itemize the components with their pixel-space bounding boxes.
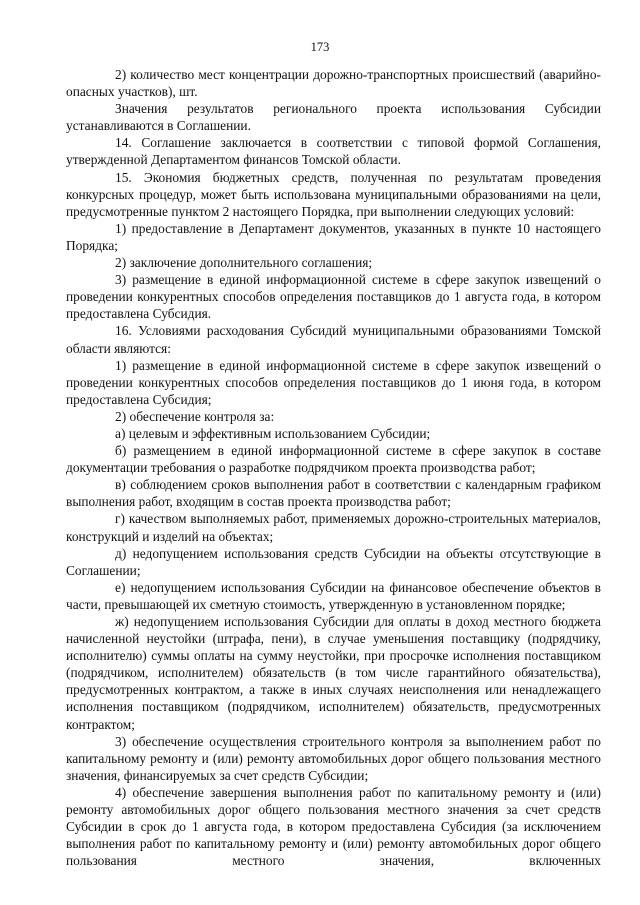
paragraph: 2) заключение дополнительного соглашения;: [115, 255, 373, 271]
page-number: 173: [310, 40, 330, 54]
paragraph: 1) предоставление в Департамент документов, указанных в пункте 10 настоящего Порядка;: [66, 220, 601, 253]
paragraph: 15. Экономия бюджетных средств, полученная по результатам проведения конкурсных процедур, может быть использована муниципальными образованиями на цели, предусмотренные пунктом 2 настоящего Порядка, при выполнении следующих условий:: [66, 169, 601, 219]
paragraph: 1) размещение в единой информационной системе в сфере закупок извещений о проведении конкурентных способов определения поставщиков до 1 июня года, в котором предоставлена Субсидия;: [66, 357, 601, 407]
paragraph: в) соблюдением сроков выполнения работ в соответствии с календарным графиком выполнения работ, входящим в состав проекта производства работ;: [66, 477, 601, 510]
document-body: [66, 66, 601, 869]
paragraph-continued: 4) обеспечение завершения выполнения работ по капитальному ремонту и (или) ремонту автомобильных дорог общего пользования местного значения за счет средств Субсидии в срок до 1 августа года, в котором предоставлена Субсидия (за исключением выполнения работ по капитальному ремонту и (или) ремонту автомобильных дорог общего пользования местного значения, включенных: [66, 784, 601, 869]
paragraph: 16. Условиями расходования Субсидий муниципальными образованиями Томской области являются:: [66, 323, 601, 356]
paragraph: а) целевым и эффективным использованием Субсидии;: [115, 425, 431, 441]
paragraph: 3) обеспечение осуществления строительного контроля за выполнением работ по капитальному ремонту и (или) ремонту автомобильных дорог общего пользования местного значения, финансируемых за счет средств Субсидии;: [66, 733, 601, 783]
paragraph: 14. Соглашение заключается в соответствии с типовой формой Соглашения, утвержденной Департаментом финансов Томской области.: [66, 135, 601, 168]
paragraph: 2) количество мест концентрации дорожно-транспортных происшествий (аварийно-опасных участков), шт.: [66, 67, 601, 100]
paragraph: 3) размещение в единой информационной системе в сфере закупок извещений о проведении конкурентных способов определения поставщиков до 1 августа года, в котором предоставлена Субсидия.: [66, 272, 601, 322]
paragraph: г) качеством выполняемых работ, применяемых дорожно-строительных материалов, конструкций и изделий на объектах;: [66, 511, 601, 544]
paragraph: б) размещением в единой информационной системе в сфере закупок в составе документации требования о разработке подрядчиком проекта производства работ;: [66, 443, 601, 476]
paragraph: д) недопущением использования средств Субсидии на объекты отсутствующие в Соглашении;: [66, 545, 601, 578]
paragraph: ж) недопущением использования Субсидии для оплаты в доход местного бюджета начисленной неустойки (штрафа, пени), в случае уменьшения поставщику (подрядчику, исполнителю) суммы оплаты на сумму неустойки, при просрочке исполнения поставщиком (подрядчиком, исполнителем) обязательств (в том числе гарантийного обязательства), предусмотренных контрактом, а также в иных случаях неисполнения или ненадлежащего исполнения поставщиком (подрядчиком, исполнителем) обязательств, предусмотренных контрактом;: [66, 614, 601, 732]
paragraph: е) недопущением использования Субсидии на финансовое обеспечение объектов в части, превышающей их сметную стоимость, утвержденную в установленном порядке;: [66, 579, 601, 612]
paragraph: Значения результатов регионального проекта использования Субсидии устанавливаются в Соглашении.: [66, 101, 601, 134]
paragraph: 2) обеспечение контроля за:: [115, 408, 275, 424]
